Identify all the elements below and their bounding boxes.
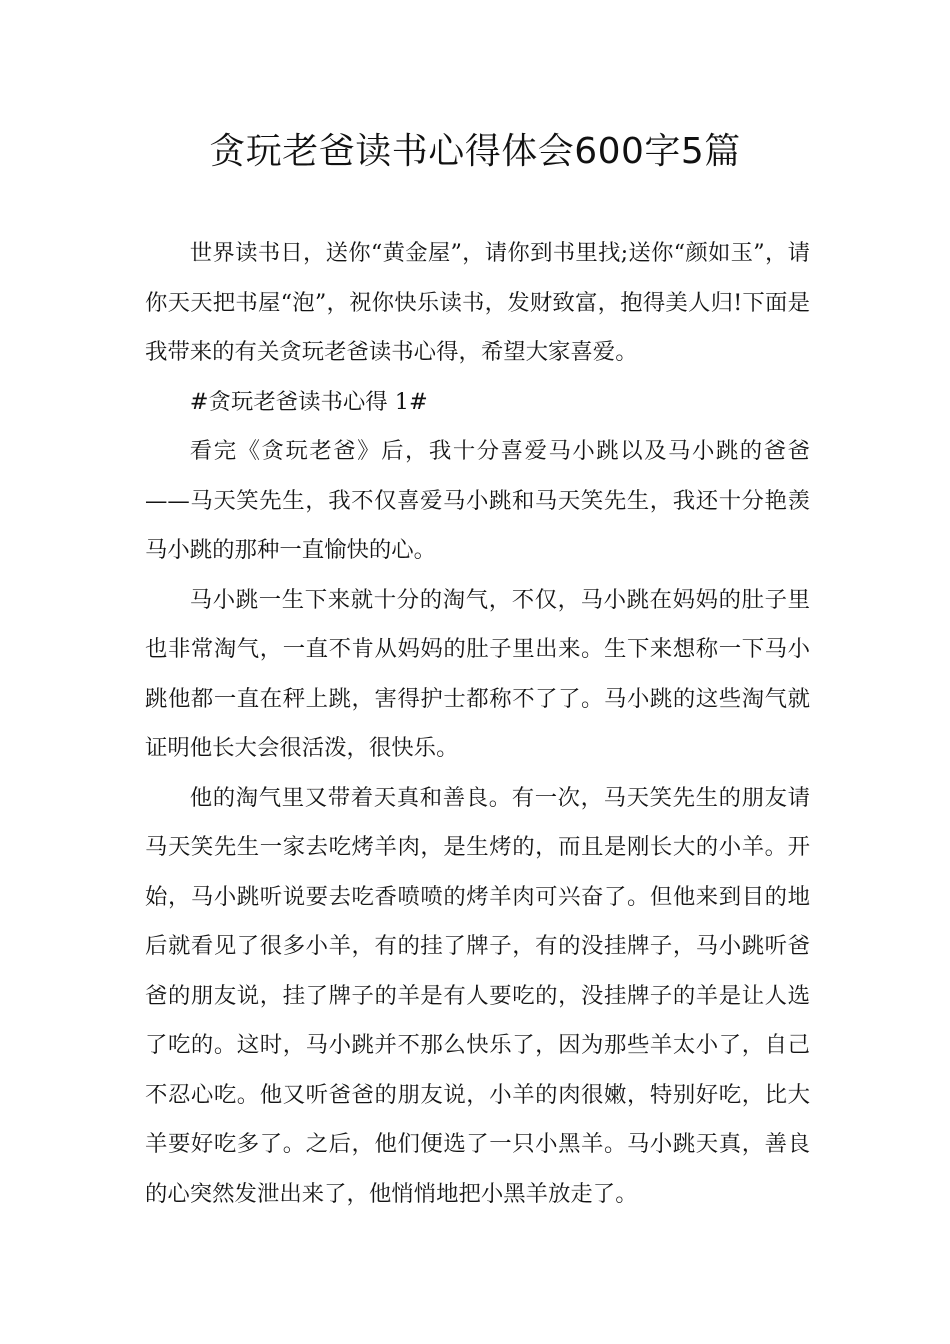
- body-paragraph: 看完《贪玩老爸》后，我十分喜爱马小跳以及马小跳的爸爸——马天笑先生，我不仅喜爱马小跳和马天笑先生，我还十分艳羡马小跳的那种一直愉快的心。: [145, 438, 810, 563]
- document-title: 贪玩老爸读书心得体会600字5篇: [209, 131, 741, 172]
- body-paragraph: 马小跳一生下来就十分的淘气，不仅，马小跳在妈妈的肚子里也非常淘气，一直不肯从妈妈的肚子里出来。生下来想称一下马小跳他都一直在秤上跳，害得护士都称不了了。马小跳的这些淘气就证明他长大会很活泼，很快乐。: [145, 586, 810, 761]
- section-heading: #贪玩老爸读书心得 1#: [189, 388, 428, 415]
- document-body: [145, 229, 810, 1219]
- intro-paragraph: 世界读书日，送你“黄金屋”，请你到书里找;送你“颜如玉”，请你天天把书屋“泡”，祝你快乐读书，发财致富，抱得美人归!下面是我带来的有关贪玩老爸读书心得，希望大家喜爱。: [145, 240, 810, 365]
- body-paragraph: 他的淘气里又带着天真和善良。有一次，马天笑先生的朋友请马天笑先生一家去吃烤羊肉，是生烤的，而且是刚长大的小羊。开始，马小跳听说要去吃香喷喷的烤羊肉可兴奋了。但他来到目的地后就看见了很多小羊，有的挂了牌子，有的没挂牌子，马小跳听爸爸的朋友说，挂了牌子的羊是有人要吃的，没挂牌子的羊是让人选了吃的。这时，马小跳并不那么快乐了，因为那些羊太小了，自己不忍心吃。他又听爸爸的朋友说，小羊的肉很嫩，特别好吃，比大羊要好吃多了。之后，他们便选了一只小黑羊。马小跳天真，善良的心突然发泄出来了，他悄悄地把小黑羊放走了。: [145, 784, 810, 1207]
